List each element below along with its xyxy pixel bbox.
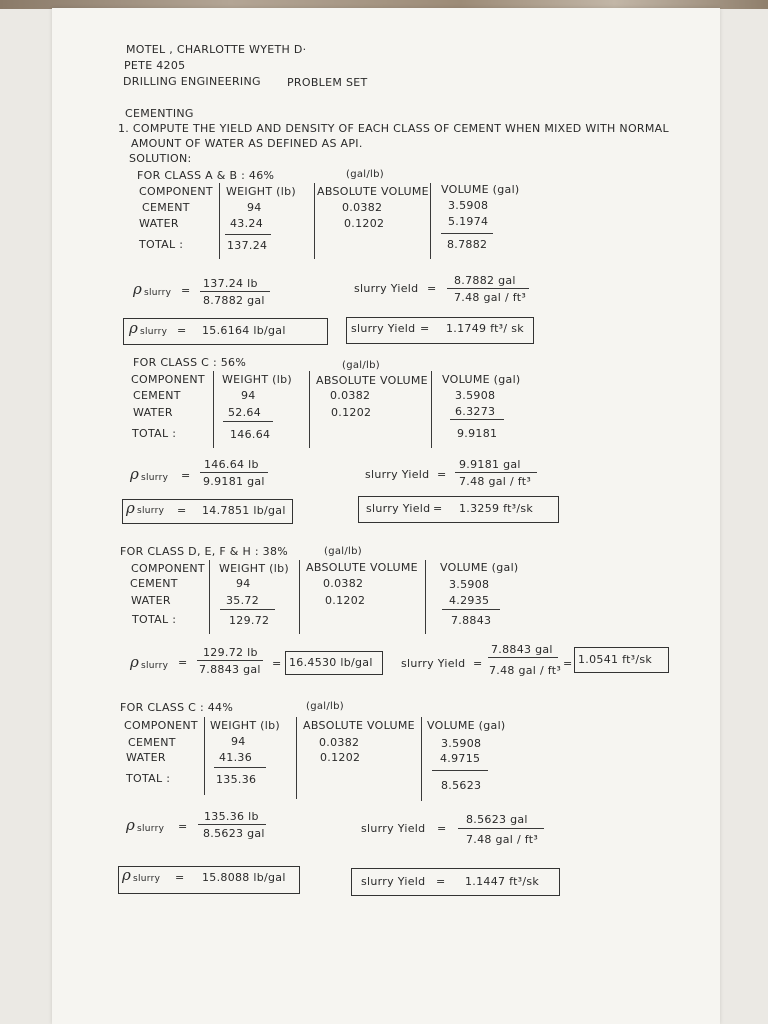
- section-title: FOR CLASS A & B : 46%: [137, 169, 275, 182]
- density-denominator: 8.5623 gal: [203, 827, 265, 840]
- water-vol: 4.2935: [449, 594, 490, 607]
- cement-vol: 3.5908: [441, 737, 482, 750]
- yield-numerator: 7.8843 gal: [491, 643, 553, 656]
- density-numerator: 135.36 lb: [204, 810, 259, 823]
- sum-line: [432, 770, 488, 771]
- row-water-label: WATER: [126, 751, 166, 764]
- table-divider: [430, 183, 431, 259]
- water-abs: 0.1202: [325, 594, 366, 607]
- water-abs: 0.1202: [344, 217, 385, 230]
- table-divider: [425, 560, 426, 634]
- yield-label: slurry Yield: [366, 502, 431, 515]
- water-abs: 0.1202: [331, 406, 372, 419]
- fraction-bar: [200, 291, 270, 292]
- section-title: FOR CLASS D, E, F & H : 38%: [120, 545, 288, 558]
- row-total-label: TOTAL :: [132, 427, 177, 440]
- yield-numerator: 8.5623 gal: [466, 813, 528, 826]
- equals-sign: =: [436, 875, 446, 888]
- density-denominator: 7.8843 gal: [199, 663, 261, 676]
- table-divider: [431, 371, 432, 448]
- table-divider: [314, 183, 315, 259]
- water-weight: 35.72: [226, 594, 259, 607]
- col-abs-volume: ABSOLUTE VOLUME: [317, 185, 429, 198]
- col-abs-volume: ABSOLUTE VOLUME: [303, 719, 415, 732]
- sum-line: [441, 233, 493, 234]
- col-component: COMPONENT: [124, 719, 198, 732]
- sum-line: [214, 767, 266, 768]
- fraction-bar: [458, 828, 544, 829]
- density-denominator: 9.9181 gal: [203, 475, 265, 488]
- col-component: COMPONENT: [139, 185, 213, 198]
- col-volume: VOLUME (gal): [441, 183, 520, 196]
- unit-label: (gal/lb): [306, 701, 344, 712]
- subject-title: DRILLING ENGINEERING: [123, 75, 261, 88]
- rho-symbol: ρ: [130, 465, 140, 483]
- rho-symbol: ρ: [122, 866, 132, 884]
- density-numerator: 137.24 lb: [203, 277, 258, 290]
- table-divider: [299, 560, 300, 634]
- col-volume: VOLUME (gal): [440, 561, 519, 574]
- yield-label: slurry Yield: [354, 282, 419, 295]
- fraction-bar: [488, 657, 558, 658]
- table-divider: [219, 183, 220, 259]
- table-divider: [296, 717, 297, 799]
- col-weight: WEIGHT (lb): [222, 373, 293, 386]
- total-vol: 7.8843: [451, 614, 492, 627]
- water-vol: 6.3273: [455, 405, 496, 418]
- course-code: PETE 4205: [124, 59, 186, 72]
- table-divider: [204, 717, 205, 795]
- yield-denominator: 7.48 gal / ft³: [454, 291, 527, 304]
- density-result: 16.4530 lb/gal: [289, 656, 373, 669]
- rho-subscript: slurry: [137, 506, 165, 516]
- yield-numerator: 9.9181 gal: [459, 458, 521, 471]
- fraction-bar: [198, 824, 266, 825]
- fraction-bar: [200, 472, 268, 473]
- equals-sign: =: [177, 504, 187, 517]
- equals-sign: =: [420, 322, 430, 335]
- cement-weight: 94: [247, 201, 262, 214]
- rho-subscript: slurry: [140, 327, 168, 337]
- col-weight: WEIGHT (lb): [226, 185, 297, 198]
- water-vol: 4.9715: [440, 752, 481, 765]
- water-abs: 0.1202: [320, 751, 361, 764]
- cement-weight: 94: [236, 577, 251, 590]
- col-abs-volume: ABSOLUTE VOLUME: [316, 374, 428, 387]
- equals-sign: =: [181, 284, 191, 297]
- fraction-bar: [197, 660, 263, 661]
- yield-result: 1.1447 ft³/sk: [465, 875, 540, 888]
- cement-vol: 3.5908: [455, 389, 496, 402]
- equals-sign: =: [563, 657, 573, 670]
- rho-symbol: ρ: [130, 653, 140, 671]
- water-weight: 41.36: [219, 751, 252, 764]
- row-total-label: TOTAL :: [139, 238, 184, 251]
- sum-line: [223, 421, 273, 422]
- rho-symbol: ρ: [133, 280, 143, 298]
- cement-abs: 0.0382: [342, 201, 383, 214]
- cement-abs: 0.0382: [323, 577, 364, 590]
- cement-weight: 94: [241, 389, 256, 402]
- doc-type: PROBLEM SET: [287, 76, 368, 89]
- table-divider: [209, 560, 210, 634]
- solution-label: SOLUTION:: [129, 152, 192, 165]
- total-weight: 129.72: [229, 614, 270, 627]
- yield-label: slurry Yield: [361, 875, 426, 888]
- total-weight: 137.24: [227, 239, 268, 252]
- row-water-label: WATER: [131, 594, 171, 607]
- yield-result: 1.1749 ft³/ sk: [446, 322, 524, 335]
- water-weight: 43.24: [230, 217, 263, 230]
- table-divider: [421, 717, 422, 801]
- row-cement-label: CEMENT: [128, 736, 176, 749]
- total-weight: 146.64: [230, 428, 271, 441]
- rho-subscript: slurry: [133, 874, 161, 884]
- cement-abs: 0.0382: [319, 736, 360, 749]
- equals-sign: =: [272, 657, 282, 670]
- yield-denominator: 7.48 gal / ft³: [489, 664, 562, 677]
- topic-title: CEMENTING: [125, 107, 194, 120]
- total-vol: 8.7882: [447, 238, 488, 251]
- col-volume: VOLUME (gal): [427, 719, 506, 732]
- fraction-bar: [447, 288, 529, 289]
- rho-symbol: ρ: [129, 319, 139, 337]
- col-volume: VOLUME (gal): [442, 373, 521, 386]
- row-cement-label: CEMENT: [130, 577, 178, 590]
- yield-denominator: 7.48 gal / ft³: [466, 833, 539, 846]
- rho-subscript: slurry: [141, 473, 169, 483]
- water-vol: 5.1974: [448, 215, 489, 228]
- equals-sign: =: [427, 282, 437, 295]
- equals-sign: =: [437, 468, 447, 481]
- yield-denominator: 7.48 gal / ft³: [459, 475, 532, 488]
- cement-abs: 0.0382: [330, 389, 371, 402]
- yield-numerator: 8.7882 gal: [454, 274, 516, 287]
- sum-line: [225, 234, 271, 235]
- equals-sign: =: [175, 871, 185, 884]
- student-name: MOTEL , CHARLOTTE WYETH D·: [126, 43, 307, 56]
- equals-sign: =: [177, 324, 187, 337]
- row-total-label: TOTAL :: [132, 613, 177, 626]
- yield-result: 1.3259 ft³/sk: [459, 502, 534, 515]
- density-numerator: 146.64 lb: [204, 458, 259, 471]
- density-result: 15.8088 lb/gal: [202, 871, 286, 884]
- unit-label: (gal/lb): [324, 546, 362, 557]
- unit-label: (gal/lb): [346, 169, 384, 180]
- col-abs-volume: ABSOLUTE VOLUME: [306, 561, 418, 574]
- sum-line: [442, 609, 500, 610]
- row-water-label: WATER: [133, 406, 173, 419]
- water-weight: 52.64: [228, 406, 261, 419]
- rho-subscript: slurry: [141, 661, 169, 671]
- section-title: FOR CLASS C : 44%: [120, 701, 234, 714]
- rho-subscript: slurry: [144, 288, 172, 298]
- col-weight: WEIGHT (lb): [219, 562, 290, 575]
- row-total-label: TOTAL :: [126, 772, 171, 785]
- row-cement-label: CEMENT: [142, 201, 190, 214]
- table-divider: [213, 371, 214, 448]
- yield-label: slurry Yield: [401, 657, 466, 670]
- fraction-bar: [455, 472, 537, 473]
- rho-symbol: ρ: [126, 499, 136, 517]
- col-component: COMPONENT: [131, 562, 205, 575]
- equals-sign: =: [473, 657, 483, 670]
- rho-subscript: slurry: [137, 824, 165, 834]
- col-component: COMPONENT: [131, 373, 205, 386]
- section-title: FOR CLASS C : 56%: [133, 356, 247, 369]
- cement-vol: 3.5908: [448, 199, 489, 212]
- yield-label: slurry Yield: [361, 822, 426, 835]
- density-result: 15.6164 lb/gal: [202, 324, 286, 337]
- equals-sign: =: [437, 822, 447, 835]
- row-water-label: WATER: [139, 217, 179, 230]
- equals-sign: =: [181, 469, 191, 482]
- table-divider: [309, 371, 310, 448]
- total-weight: 135.36: [216, 773, 257, 786]
- yield-result: 1.0541 ft³/sk: [578, 653, 653, 666]
- equals-sign: =: [178, 820, 188, 833]
- sum-line: [220, 609, 275, 610]
- total-vol: 8.5623: [441, 779, 482, 792]
- col-weight: WEIGHT (lb): [210, 719, 281, 732]
- row-cement-label: CEMENT: [133, 389, 181, 402]
- problem-line-2: AMOUNT OF WATER AS DEFINED AS API.: [131, 137, 363, 150]
- rho-symbol: ρ: [126, 816, 136, 834]
- density-numerator: 129.72 lb: [203, 646, 258, 659]
- unit-label: (gal/lb): [342, 360, 380, 371]
- equals-sign: =: [433, 502, 443, 515]
- total-vol: 9.9181: [457, 427, 498, 440]
- density-denominator: 8.7882 gal: [203, 294, 265, 307]
- yield-label: slurry Yield: [365, 468, 430, 481]
- yield-label: slurry Yield: [351, 322, 416, 335]
- equals-sign: =: [178, 656, 188, 669]
- cement-weight: 94: [231, 735, 246, 748]
- sum-line: [450, 419, 504, 420]
- density-result: 14.7851 lb/gal: [202, 504, 286, 517]
- cement-vol: 3.5908: [449, 578, 490, 591]
- problem-line-1: 1. COMPUTE THE YIELD AND DENSITY OF EACH CLASS OF CEMENT WHEN MIXED WITH NORMAL: [118, 122, 669, 135]
